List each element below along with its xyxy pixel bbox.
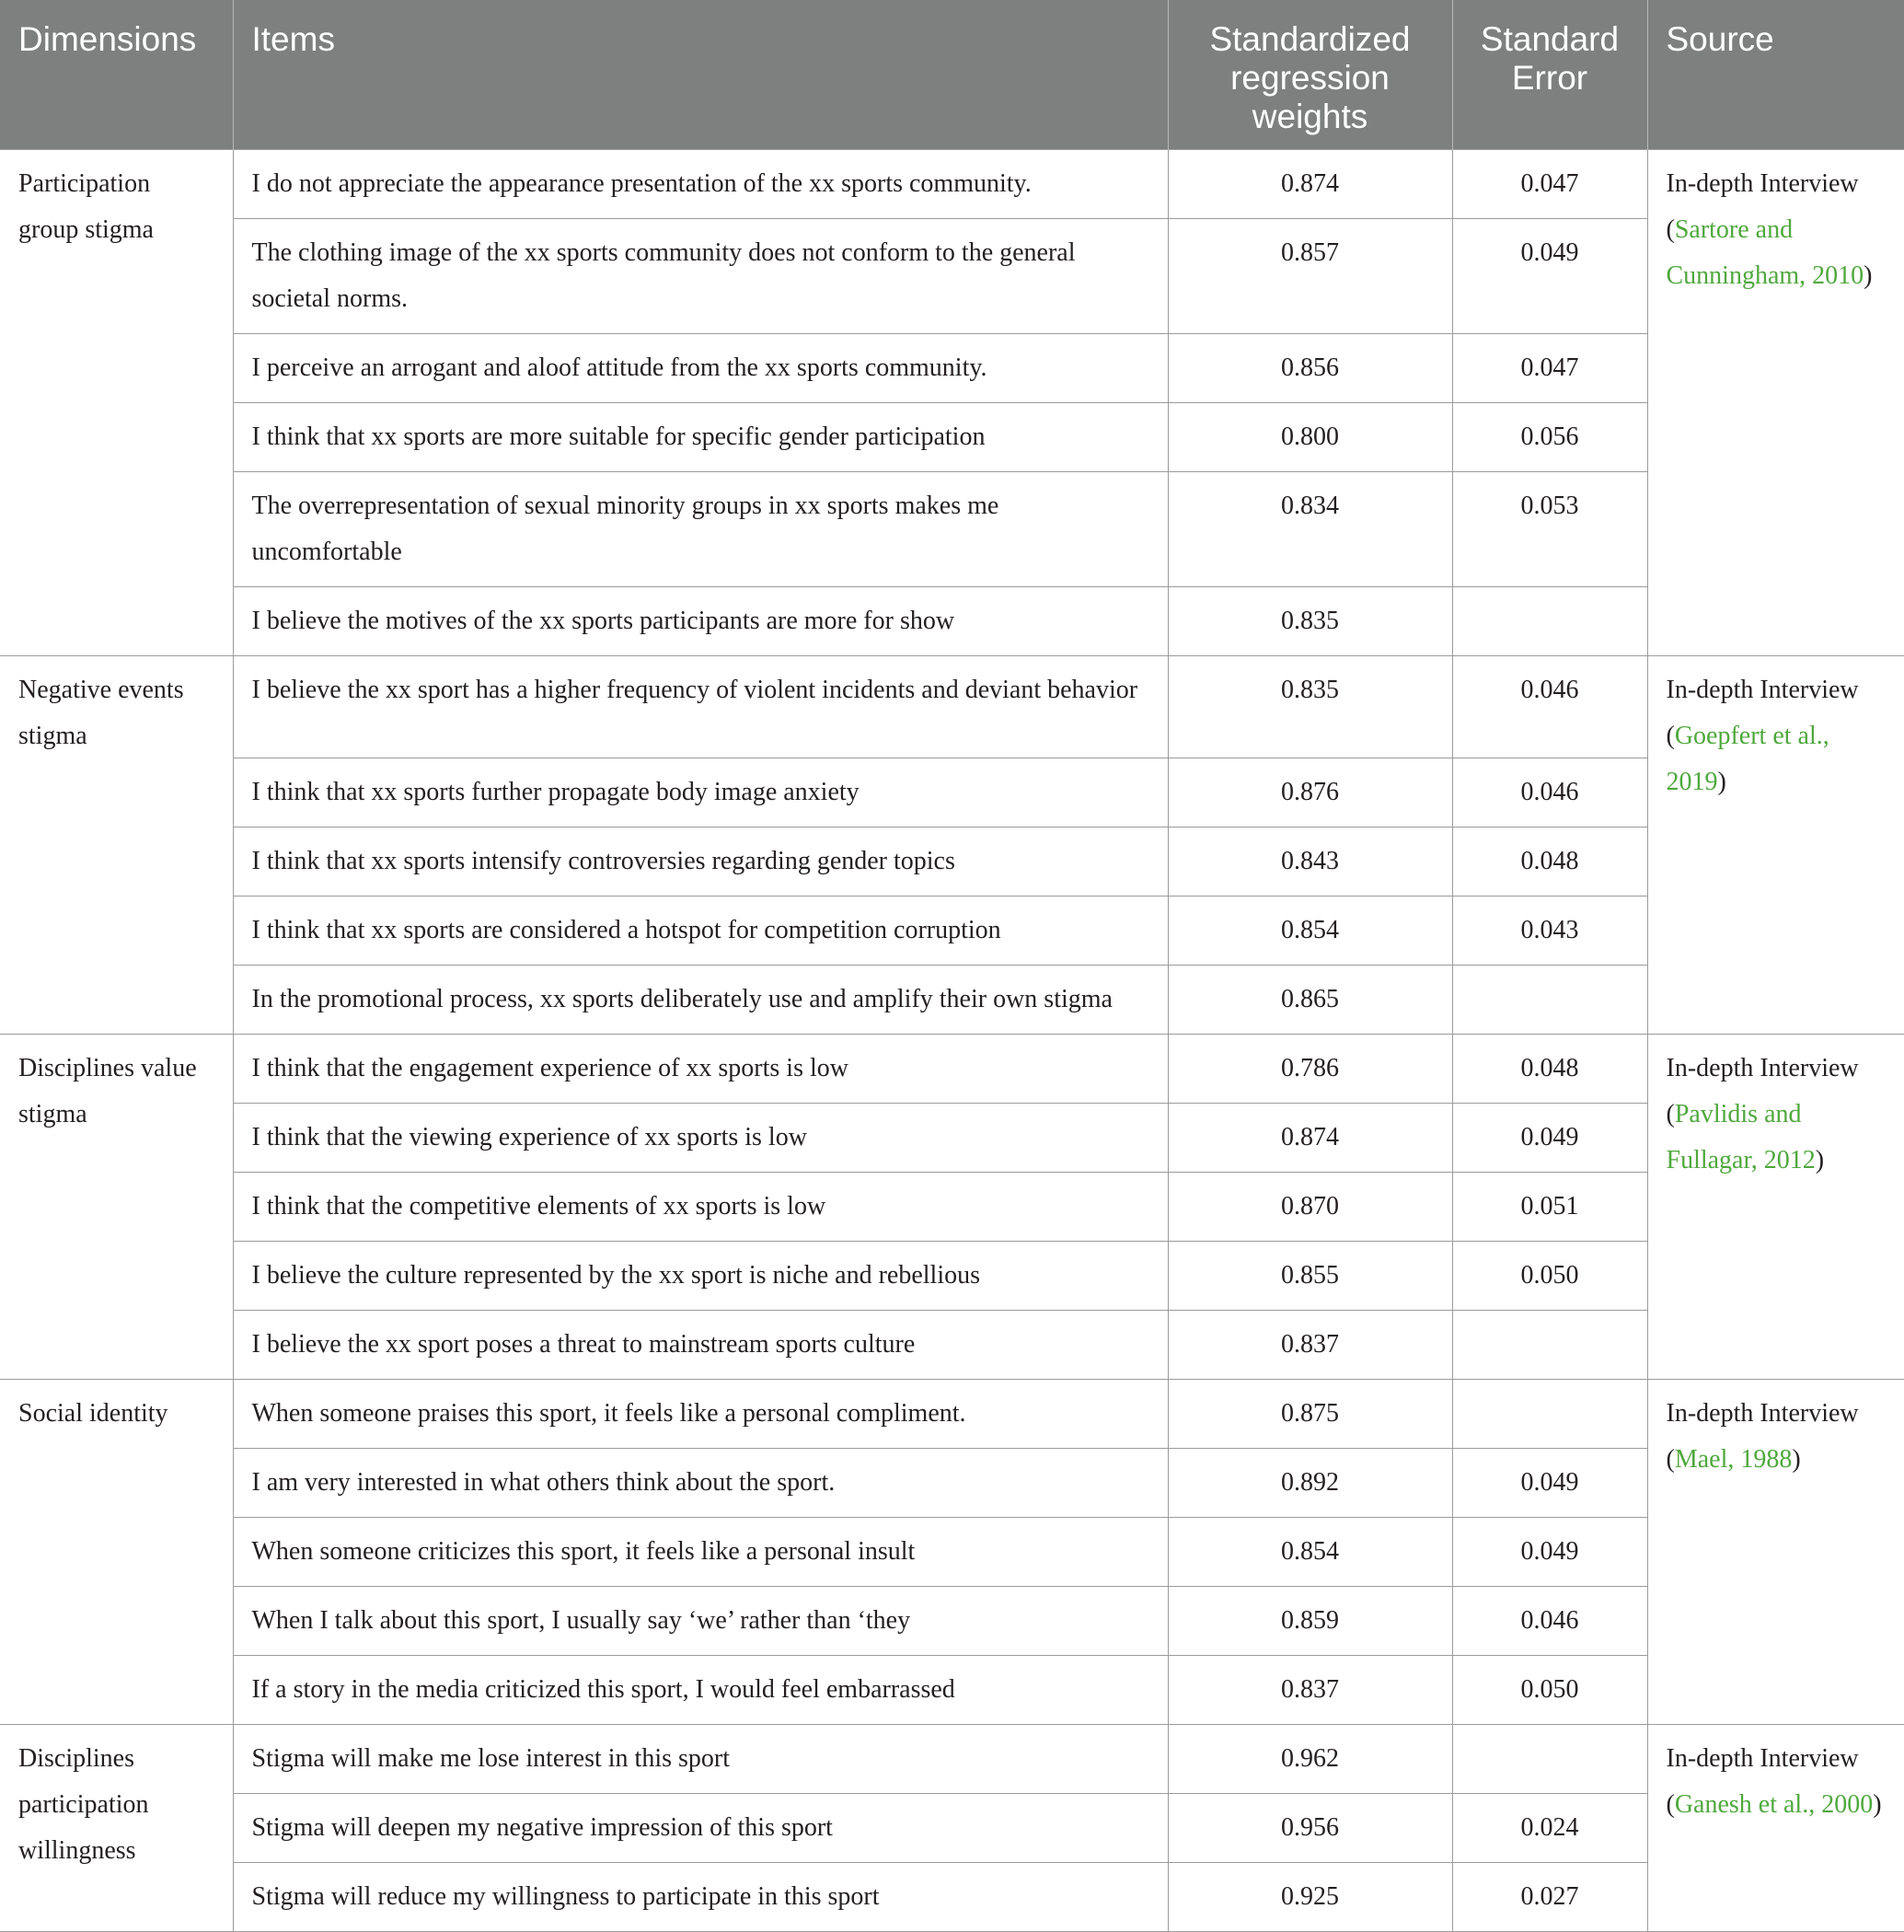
item-cell: Stigma will reduce my willingness to participate in this sport [233, 1863, 1168, 1932]
header-items: Items [233, 0, 1168, 150]
source-suffix: ) [1864, 261, 1873, 290]
standard-error-cell: 0.047 [1452, 334, 1647, 403]
dimension-cell: Participation group stigma [0, 150, 233, 656]
table-row [0, 1725, 1904, 1794]
weight-cell: 0.962 [1168, 1725, 1452, 1794]
weight-cell: 0.835 [1168, 656, 1452, 758]
weight-cell: 0.956 [1168, 1794, 1452, 1863]
standard-error-cell: 0.049 [1452, 219, 1647, 334]
source-cell [1647, 1725, 1904, 1932]
table-row [0, 1380, 1904, 1449]
weight-cell: 0.857 [1168, 219, 1452, 334]
item-cell: I believe the motives of the xx sports participants are more for show [233, 587, 1168, 656]
table-row [0, 1104, 1904, 1173]
table-header [0, 0, 1904, 150]
table-row [0, 587, 1904, 656]
dimension-cell: Social identity [0, 1380, 233, 1725]
weight-cell: 0.874 [1168, 1104, 1452, 1173]
standard-error-cell: 0.027 [1452, 1863, 1647, 1932]
item-cell: I think that the viewing experience of xx sports is low [233, 1104, 1168, 1173]
weight-cell: 0.856 [1168, 334, 1452, 403]
table-row [0, 656, 1904, 758]
table-row [0, 966, 1904, 1035]
source-cell [1647, 656, 1904, 1035]
item-cell: I perceive an arrogant and aloof attitude from the xx sports community. [233, 334, 1168, 403]
source-cell [1647, 1380, 1904, 1725]
weight-cell: 0.870 [1168, 1173, 1452, 1242]
table-row [0, 1449, 1904, 1518]
weight-cell: 0.874 [1168, 150, 1452, 219]
weight-cell: 0.843 [1168, 827, 1452, 897]
item-cell: The overrepresentation of sexual minority groups in xx sports makes me uncomfortable [233, 472, 1168, 587]
source-suffix: ) [1717, 768, 1726, 796]
standard-error-cell: 0.049 [1452, 1518, 1647, 1587]
standard-error-cell: 0.053 [1452, 472, 1647, 587]
standard-error-cell: 0.049 [1452, 1104, 1647, 1173]
item-cell: Stigma will deepen my negative impression of this sport [233, 1794, 1168, 1863]
citation-link[interactable]: Mael, 1988 [1674, 1445, 1793, 1474]
weight-cell: 0.854 [1168, 1518, 1452, 1587]
standard-error-cell: 0.047 [1452, 150, 1647, 219]
source-prefix: In-depth Interview ( [1666, 1054, 1859, 1128]
standard-error-cell [1452, 966, 1647, 1035]
item-cell: When someone criticizes this sport, it feels like a personal insult [233, 1518, 1168, 1587]
source-prefix: In-depth Interview ( [1666, 169, 1859, 244]
item-cell: I believe the culture represented by the xx sport is niche and rebellious [233, 1242, 1168, 1311]
weight-cell: 0.876 [1168, 758, 1452, 827]
table-row [0, 1518, 1904, 1587]
table-row [0, 1587, 1904, 1656]
standard-error-cell: 0.048 [1452, 827, 1647, 897]
weight-cell: 0.875 [1168, 1380, 1452, 1449]
item-cell: I think that the competitive elements of xx sports is low [233, 1173, 1168, 1242]
weight-cell: 0.834 [1168, 472, 1452, 587]
item-cell: When I talk about this sport, I usually say ‘we’ rather than ‘they [233, 1587, 1168, 1656]
standard-error-cell: 0.050 [1452, 1242, 1647, 1311]
item-cell: I do not appreciate the appearance presentation of the xx sports community. [233, 150, 1168, 219]
weight-cell: 0.925 [1168, 1863, 1452, 1932]
item-cell: I think that xx sports intensify controversies regarding gender topics [233, 827, 1168, 897]
table-row [0, 403, 1904, 472]
header-standard-error: Standard Error [1452, 0, 1647, 150]
table-row [0, 1656, 1904, 1725]
source-prefix: In-depth Interview ( [1666, 1744, 1859, 1819]
table-row [0, 1173, 1904, 1242]
dimension-cell: Negative events stigma [0, 656, 233, 1035]
source-cell [1647, 150, 1904, 656]
header-regression-weights: Standardized regression weights [1168, 0, 1452, 150]
item-cell: I am very interested in what others think about the sport. [233, 1449, 1168, 1518]
header-dimensions: Dimensions [0, 0, 233, 150]
item-cell: In the promotional process, xx sports deliberately use and amplify their own stigma [233, 966, 1168, 1035]
item-cell: The clothing image of the xx sports community does not conform to the general societal norms. [233, 219, 1168, 334]
standard-error-cell: 0.048 [1452, 1035, 1647, 1104]
source-suffix: ) [1792, 1445, 1801, 1474]
standard-error-cell: 0.049 [1452, 1449, 1647, 1518]
table-row [0, 1242, 1904, 1311]
item-cell: I believe the xx sport poses a threat to mainstream sports culture [233, 1311, 1168, 1380]
source-cell [1647, 1035, 1904, 1380]
weight-cell: 0.835 [1168, 587, 1452, 656]
standard-error-cell: 0.051 [1452, 1173, 1647, 1242]
table-row [0, 1311, 1904, 1380]
item-cell: I think that xx sports are more suitable for specific gender participation [233, 403, 1168, 472]
table-row [0, 827, 1904, 897]
source-prefix: In-depth Interview ( [1666, 1399, 1859, 1474]
item-cell: I think that xx sports are considered a hotspot for competition corruption [233, 897, 1168, 966]
weight-cell: 0.865 [1168, 966, 1452, 1035]
source-suffix: ) [1873, 1790, 1882, 1819]
standard-error-cell [1452, 1725, 1647, 1794]
weight-cell: 0.892 [1168, 1449, 1452, 1518]
item-cell: I think that the engagement experience of xx sports is low [233, 1035, 1168, 1104]
standard-error-cell: 0.046 [1452, 1587, 1647, 1656]
standard-error-cell: 0.046 [1452, 656, 1647, 758]
source-prefix: In-depth Interview ( [1666, 676, 1859, 750]
citation-link[interactable]: Ganesh et al., 2000 [1674, 1790, 1874, 1819]
weight-cell: 0.800 [1168, 403, 1452, 472]
source-suffix: ) [1815, 1146, 1825, 1174]
dimension-cell: Disciplines value stigma [0, 1035, 233, 1380]
weight-cell: 0.859 [1168, 1587, 1452, 1656]
citation-link[interactable]: Pavlidis and Fullagar, 2012 [1666, 1100, 1816, 1174]
weight-cell: 0.786 [1168, 1035, 1452, 1104]
weight-cell: 0.855 [1168, 1242, 1452, 1311]
table-row [0, 897, 1904, 966]
table-row [0, 1794, 1904, 1863]
table-row [0, 150, 1904, 219]
table-body [0, 150, 1904, 1932]
table-row [0, 334, 1904, 403]
table-row [0, 219, 1904, 334]
weight-cell: 0.837 [1168, 1656, 1452, 1725]
table-row [0, 758, 1904, 827]
table-row [0, 1035, 1904, 1104]
item-cell: When someone praises this sport, it feels like a personal compliment. [233, 1380, 1168, 1449]
dimension-cell: Disciplines participation willingness [0, 1725, 233, 1932]
standard-error-cell [1452, 1311, 1647, 1380]
citation-link[interactable]: Goepfert et al., 2019 [1666, 722, 1829, 796]
standard-error-cell: 0.024 [1452, 1794, 1647, 1863]
item-cell: Stigma will make me lose interest in this sport [233, 1725, 1168, 1794]
table-row [0, 472, 1904, 587]
citation-link[interactable]: Sartore and Cunningham, 2010 [1666, 215, 1864, 290]
standard-error-cell [1452, 1380, 1647, 1449]
header-source: Source [1647, 0, 1904, 150]
standard-error-cell [1452, 587, 1647, 656]
standard-error-cell: 0.046 [1452, 758, 1647, 827]
standard-error-cell: 0.043 [1452, 897, 1647, 966]
item-cell: I think that xx sports further propagate body image anxiety [233, 758, 1168, 827]
weight-cell: 0.854 [1168, 897, 1452, 966]
table-row [0, 1863, 1904, 1932]
standard-error-cell: 0.050 [1452, 1656, 1647, 1725]
weight-cell: 0.837 [1168, 1311, 1452, 1380]
item-cell: I believe the xx sport has a higher frequency of violent incidents and deviant behavior [233, 656, 1168, 758]
item-cell: If a story in the media criticized this sport, I would feel embarrassed [233, 1656, 1168, 1725]
standard-error-cell: 0.056 [1452, 403, 1647, 472]
